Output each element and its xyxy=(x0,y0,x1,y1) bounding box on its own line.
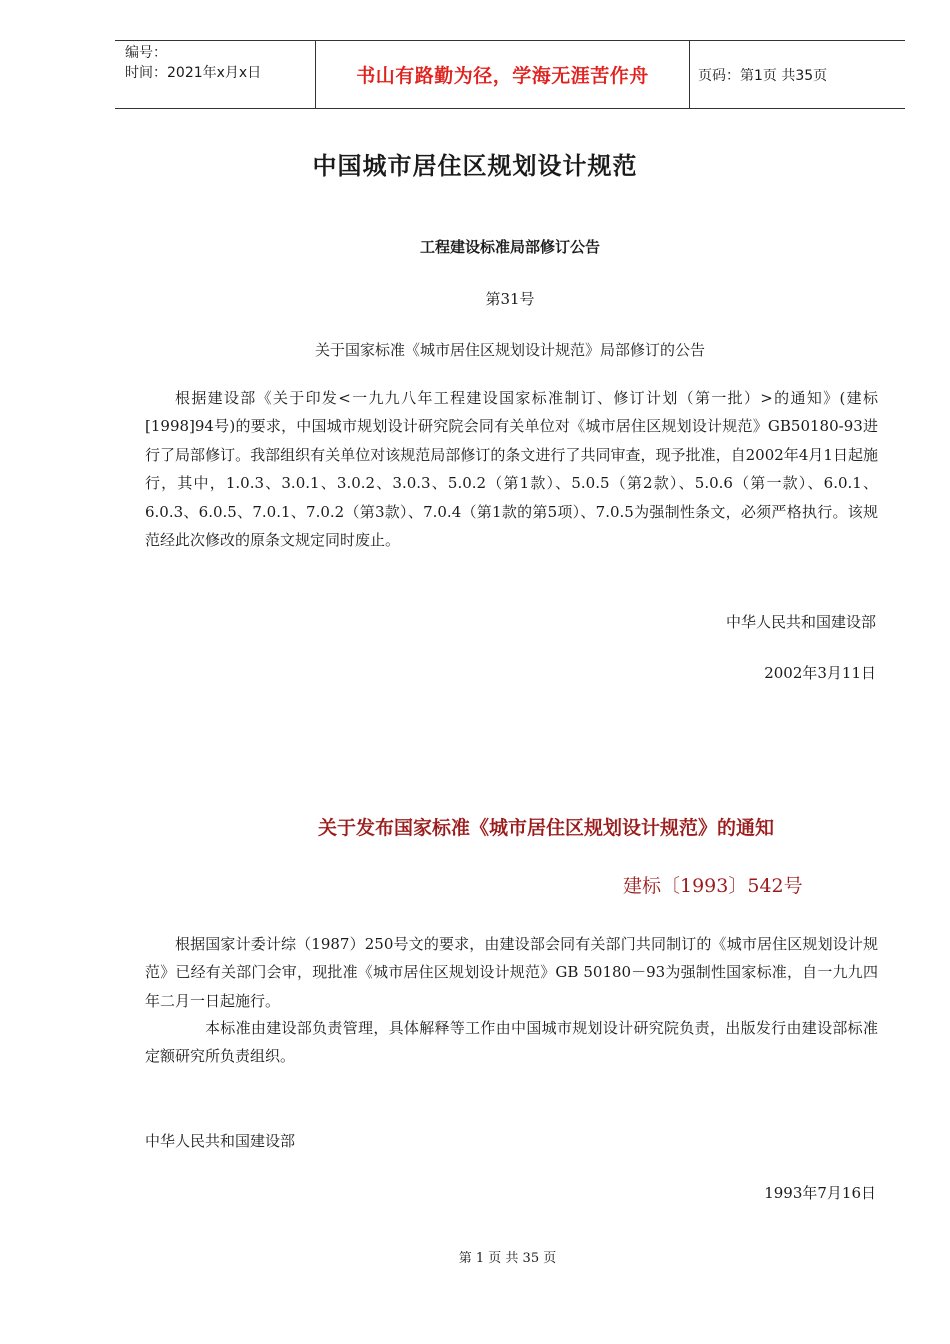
document-title: 中国城市居住区规划设计规范 xyxy=(312,152,638,180)
notice-number: 建标〔1993〕542号 xyxy=(623,875,803,897)
header-page-info: 页码：第1页 共35页 xyxy=(698,67,828,84)
announcement-date: 2002年3月11日 xyxy=(764,664,876,682)
header-time: 时间：2021年x月x日 xyxy=(125,65,262,81)
page-footer: 第 1 页 共 35 页 xyxy=(458,1251,557,1266)
header-meta xyxy=(115,41,316,108)
announcement-title: 工程建设标准局部修订公告 xyxy=(419,238,600,256)
notice-title: 关于发布国家标准《城市居住区规划设计规范》的通知 xyxy=(318,817,775,839)
announcement-body: 根据建设部《关于印发<一九九八年工程建设国家标准制订、修订计划（第一批）>的通知》(建标[1998]94号)的要求，中国城市规划设计研究院会同有关单位对《城市居住区规划设计规范》GB50180-93进行了局部修订。我部组织有关单位对该规范局部修订的条文进行了共同审查，现予批准，自2002年4月1日起施行，其中，1.0.3、3.0.1、3.0.2、3.0.3、5.0.2（第1款）、5.0.5（第2款）、5.0.6（第一款）、6.0.1、6.0.3、6.0.5、7.0.1、7.0.2（第3款）、7.0.4（第1款的第5项）、7.0.5为强制性条文，必须严格执行。该规范经此次修改的原条文规定同时废止。 xyxy=(145,389,878,550)
header-number: 编号： xyxy=(125,45,167,61)
announcement-signer: 中华人民共和国建设部 xyxy=(725,613,876,631)
page-header xyxy=(115,40,905,109)
announcement-number: 第31号 xyxy=(485,290,535,308)
announcement-subject: 关于国家标准《城市居住区规划设计规范》局部修订的公告 xyxy=(314,341,705,359)
notice-body-1: 根据国家计委计综（1987）250号文的要求，由建设部会同有关部门共同制订的《城市居住区规划设计规范》已经有关部门会审，现批准《城市居住区规划设计规范》GB 50180－93为强制性国家标准，自一九九四年二月一日起施行。 xyxy=(145,935,878,1010)
notice-signer: 中华人民共和国建设部 xyxy=(145,1132,296,1150)
notice-body-2: 本标准由建设部负责管理，具体解释等工作由中国城市规划设计研究院负责，出版发行由建设部标准定额研究所负责组织。 xyxy=(145,1019,878,1066)
notice-date: 1993年7月16日 xyxy=(764,1184,876,1202)
header-motto: 书山有路勤为径，学海无涯苦作舟 xyxy=(316,41,690,108)
